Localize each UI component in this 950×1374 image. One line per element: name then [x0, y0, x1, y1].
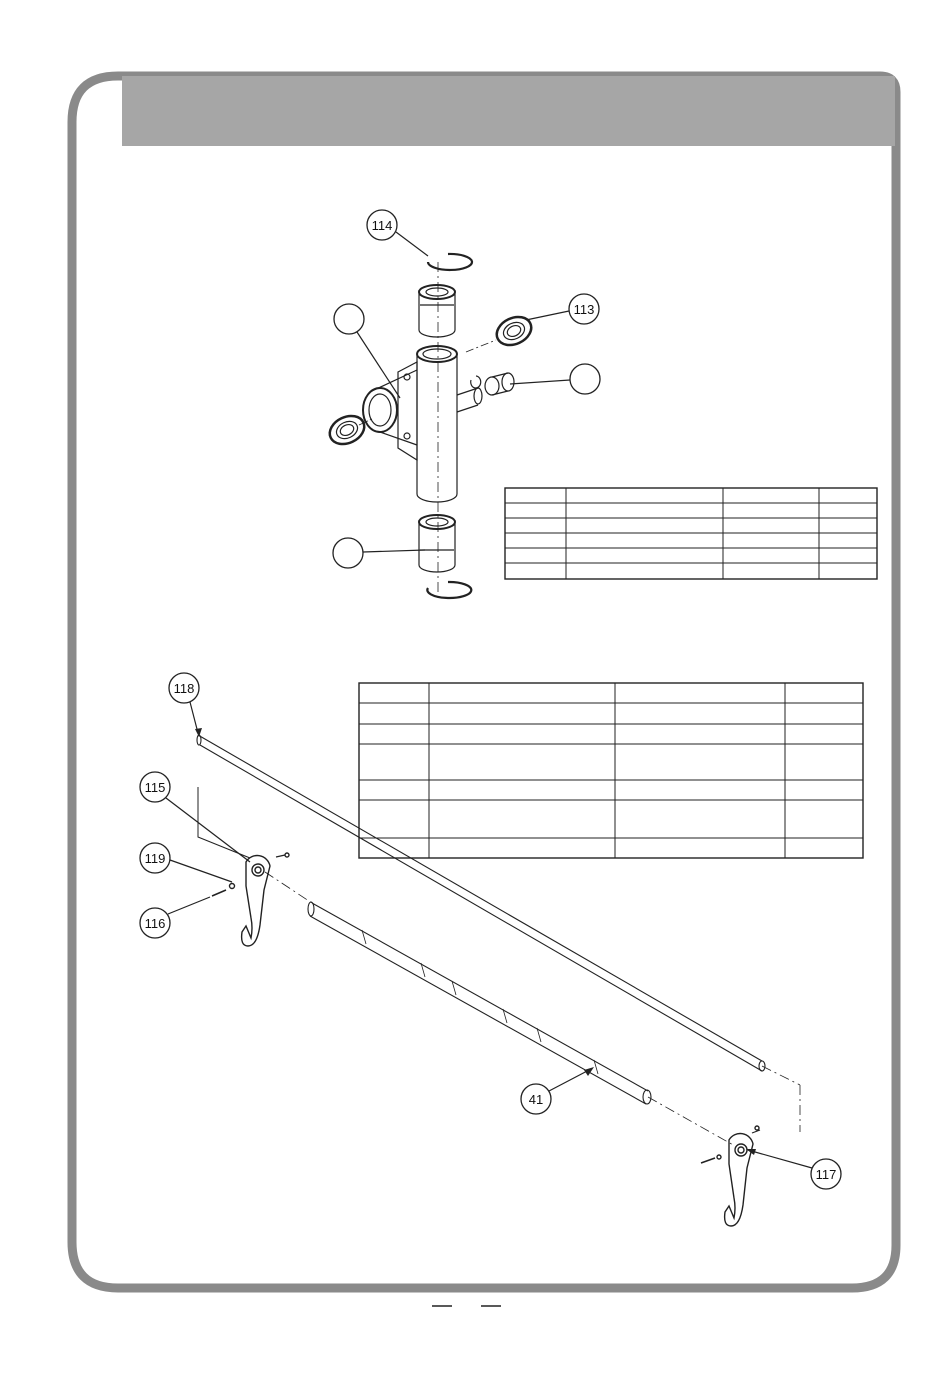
- callout-41-label: 41: [528, 1092, 544, 1107]
- parts-table-lower: [359, 683, 863, 858]
- small-ring: [471, 376, 481, 388]
- callout-118: [169, 673, 202, 737]
- callout-117-label: 117: [815, 1167, 837, 1182]
- callout-117: [746, 1149, 841, 1189]
- snap-ring-bottom: [427, 582, 471, 598]
- callout-116-label: 116: [144, 916, 166, 931]
- callout-blank-bushing: [333, 538, 425, 568]
- main-tube: [417, 346, 457, 502]
- callout-113-label: 113: [573, 302, 595, 317]
- bearing-left: [325, 411, 369, 450]
- callout-113: [526, 294, 599, 324]
- bushing-top: [419, 285, 455, 337]
- callout-blank-sleeve: [510, 364, 600, 394]
- callout-118-label: 118: [173, 681, 195, 696]
- callout-119: [140, 843, 232, 882]
- hook-arm-right: [701, 1126, 760, 1226]
- callout-41: [521, 1067, 594, 1114]
- bearing-right: [492, 312, 536, 351]
- callout-115-label: 115: [144, 780, 166, 795]
- callout-114: [367, 210, 428, 256]
- callout-119-label: 119: [144, 851, 166, 866]
- side-housing: [363, 362, 482, 460]
- bushing-bottom: [419, 515, 455, 572]
- callout-114-label: 114: [371, 218, 393, 233]
- sleeve: [485, 373, 514, 395]
- callout-116: [140, 897, 210, 938]
- snap-ring-top: [428, 254, 472, 270]
- hollow-shaft: [308, 902, 651, 1104]
- hook-arm-left: [212, 853, 289, 946]
- lower-assembly: [197, 735, 800, 1226]
- long-rod: [197, 735, 765, 1071]
- header-band: [122, 76, 895, 146]
- parts-table-upper: [505, 488, 877, 579]
- callout-blank-housing: [334, 304, 400, 398]
